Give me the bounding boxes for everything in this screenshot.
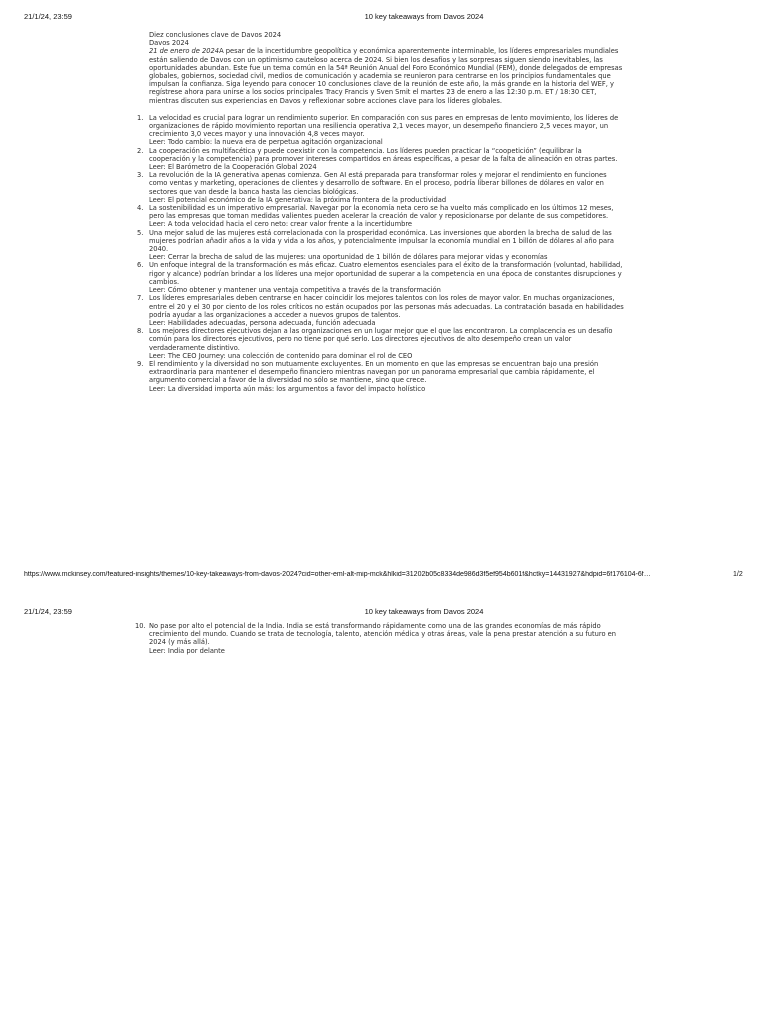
footer-url: https://www.mckinsey.com/featured-insights/themes/10-key-takeaways-from-davos-2024?cid=other-eml-alt-mip-mck&hlkid=31202b05c8334de986d3f5ef954b601f&hctky=14431927&hdpid=6f176104-6f…: [24, 571, 651, 578]
takeaway-text: Una mejor salud de las mujeres está correlacionada con la prosperidad económica. Las inversiones que aborden la brecha de salud de las mujeres podrían añadir años a la vida y vida a los años, y potencialmente impulsar la economía mundial en 1 billón de dólares al año para 2040.: [149, 228, 614, 254]
takeaway-item: [137, 228, 624, 262]
takeaway-text: Los mejores directores ejecutivos dejan a las organizaciones en un lugar mejor que el que las encontraron. La complacencia es un desafío común para los directores ejecutivos, pero no tiene por qué serlo. Los directores ejecutivos de alto desempeño crean un valor verdaderamente distintivo.: [149, 327, 613, 352]
takeaway-number: 5.: [137, 228, 144, 237]
takeaway-item: [137, 327, 624, 360]
takeaway-item: [137, 204, 624, 229]
takeaway-number: 9.: [137, 359, 144, 368]
read-link[interactable]: Leer: Cerrar la brecha de salud de las mujeres: una oportunidad de 1 billón de dólares para mejorar vidas y economías: [149, 253, 548, 262]
footer-page-number: 1/2: [733, 571, 743, 578]
read-link[interactable]: Leer: El Barómetro de la Cooperación Global 2024: [149, 163, 317, 172]
takeaway-item: [137, 294, 624, 327]
takeaway-number: 2.: [137, 146, 144, 155]
takeaway-item: [137, 359, 624, 393]
read-link[interactable]: Leer: El potencial económico de la IA generativa: la próxima frontera de la productividad: [149, 195, 447, 204]
takeaway-item: [135, 622, 624, 655]
print-date: 21/1/24, 23:59: [24, 12, 72, 21]
davos-link[interactable]: Davos 2024: [149, 39, 189, 48]
takeaway-text: La velocidad es crucial para lograr un rendimiento superior. En comparación con sus pares en empresas de lento movimiento, los líderes de organizaciones de rápido movimiento reportan una resiliencia operativa 2,1 veces mayor, un desempeño financiero 2,5 veces mayor, un crecimiento 3,0 veces mayor y una innovación 4,8 veces mayor.: [149, 113, 619, 139]
read-link[interactable]: Leer: India por delante: [149, 646, 225, 655]
takeaway-item: [137, 146, 624, 172]
takeaway-text: La sostenibilidad es un imperativo empresarial. Navegar por la economía neta cero se ha vuelto más complicado en los últimos 12 meses, pero las empresas que toman medidas valientes pueden acelerar la creación de valor y reposicionarse por delante de sus competidores.: [149, 204, 614, 221]
read-link[interactable]: Leer: La diversidad importa aún más: los argumentos a favor del impacto holístico: [149, 384, 426, 393]
read-link[interactable]: Leer: Habilidades adecuadas, persona adecuada, función adecuada: [149, 318, 376, 327]
read-link[interactable]: Leer: Todo cambio: la nueva era de perpetua agitación organizacional: [149, 138, 383, 147]
print-title: 10 key takeaways from Davos 2024: [364, 12, 484, 21]
print-date-page-2: 21/1/24, 23:59: [24, 607, 72, 616]
print-header: [0, 12, 768, 24]
read-link[interactable]: Leer: Cómo obtener y mantener una ventaja competitiva a través de la transformación: [149, 286, 441, 295]
takeaway-item: [137, 113, 624, 147]
takeaway-text: Los líderes empresariales deben centrarse en hacer coincidir los mejores talentos con los roles de mayor valor. En muchas organizaciones, entre el 20 y el 30 por ciento de los roles críticos no están ocupados por las personas más adecuadas. La contratación basada en habilidades podría ayudar a las organizaciones a acceder a nuevos grupos de talentos.: [149, 294, 624, 319]
takeaway-number: 8.: [137, 327, 144, 336]
takeaway-list-continued: [135, 622, 624, 655]
takeaway-number: 7.: [137, 294, 144, 303]
takeaway-number: 6.: [137, 261, 144, 270]
takeaway-item: [137, 171, 624, 204]
takeaway-text: La revolución de la IA generativa apenas comienza. Gen AI está preparada para transformar roles y mejorar el rendimiento en funciones como ventas y marketing, operaciones de clientes y desarrollo de software. En el proceso, podría liberar billones de dólares en valor en sectores que van desde la banca hasta las ciencias biológicas.: [149, 171, 607, 196]
article-heading: Diez conclusiones clave de Davos 2024: [149, 31, 282, 39]
print-header-page-2: [0, 607, 768, 619]
article-body: [137, 31, 624, 393]
read-link[interactable]: Leer: The CEO Journey: una colección de contenido para dominar el rol de CEO: [149, 351, 413, 360]
takeaway-text: La cooperación es multifacética y puede coexistir con la competencia. Los líderes pueden practicar la “coopetición” (equilibrar la cooperación y la competencia) para promover intereses compartidos en áreas específicas, a pesar de la falta de alineación en otras partes.: [149, 146, 618, 163]
article-date: 21 de enero de 2024: [149, 47, 220, 56]
takeaway-list: [137, 113, 624, 393]
partner-link-sven-smit[interactable]: Sven Smit: [376, 88, 411, 97]
takeaway-item: [137, 261, 624, 295]
takeaway-text: No pase por alto el potencial de la India. India se está transformando rápidamente como una de las grandes economías de más rápido crecimiento del mundo. Cuando se trata de tecnología, talento, atención médica y otras áreas, vale la pena prestar atención a su futuro en 2024 (y más allá).: [149, 622, 617, 647]
takeaway-text: El rendimiento y la diversidad no son mutuamente excluyentes. En un momento en que las empresas se encuentran bajo una presión extraordinaria para mantener el desempeño financiero mientras navegan por un panorama empresarial que cambia rápidamente, el argumento comercial a favor de la diversidad no sólo se mantiene, sino que crece.: [149, 359, 599, 385]
intro-paragraph: 21 de enero de 2024A pesar de la incertidumbre geopolítica y económica aparentemente interminable, los líderes empresariales mundiales están saliendo de Davos con un optimismo cauteloso acerca de 2024. Si bien los desafíos y las sorpresas siguen siendo inevitables, las oportunidades abundan. Este fue un tema común en la 54ª Reunión Anual del Foro Económico Mundial (FEM), donde delegados de empresas globales, gobiernos, sociedad civil, medios de comunicación y academia se reunieron para centrarse en los principios fundamentales que impulsan la confianza. Siga leyendo para conocer 10 conclusiones clave de la reunión de este año, la más grande en la historia del WEF, y regístrese ahora para unirse a los socios principales Tracy Francis y Sven Smit el martes 23 de enero a las 12:30 p.m. ET / 18:30 CET, mientras discuten sus experiencias en Davos y reflexionar sobre acciones clave para los líderes globales.: [149, 47, 623, 105]
article-intro: [149, 31, 624, 105]
takeaway-text: Un enfoque integral de la transformación es más eficaz. Cuatro elementos esenciales para el éxito de la transformación (voluntad, habilidad, rigor y alcance) podrían brindar a los líderes una mejor oportunidad de superar a la competencia en una época de constantes disrupciones y cambios.: [149, 261, 623, 286]
takeaway-number: 10.: [135, 622, 146, 630]
print-title-page-2: 10 key takeaways from Davos 2024: [364, 607, 484, 616]
takeaway-number: 1.: [137, 113, 144, 122]
partner-link-tracy-francis[interactable]: Tracy Francis: [325, 88, 369, 97]
takeaway-number: 4.: [137, 204, 144, 213]
takeaway-number: 3.: [137, 171, 144, 180]
article-body-page-2: [135, 622, 624, 655]
read-link[interactable]: Leer: A toda velocidad hacia el cero neto: crear valor frente a la incertidumbre: [149, 220, 413, 229]
